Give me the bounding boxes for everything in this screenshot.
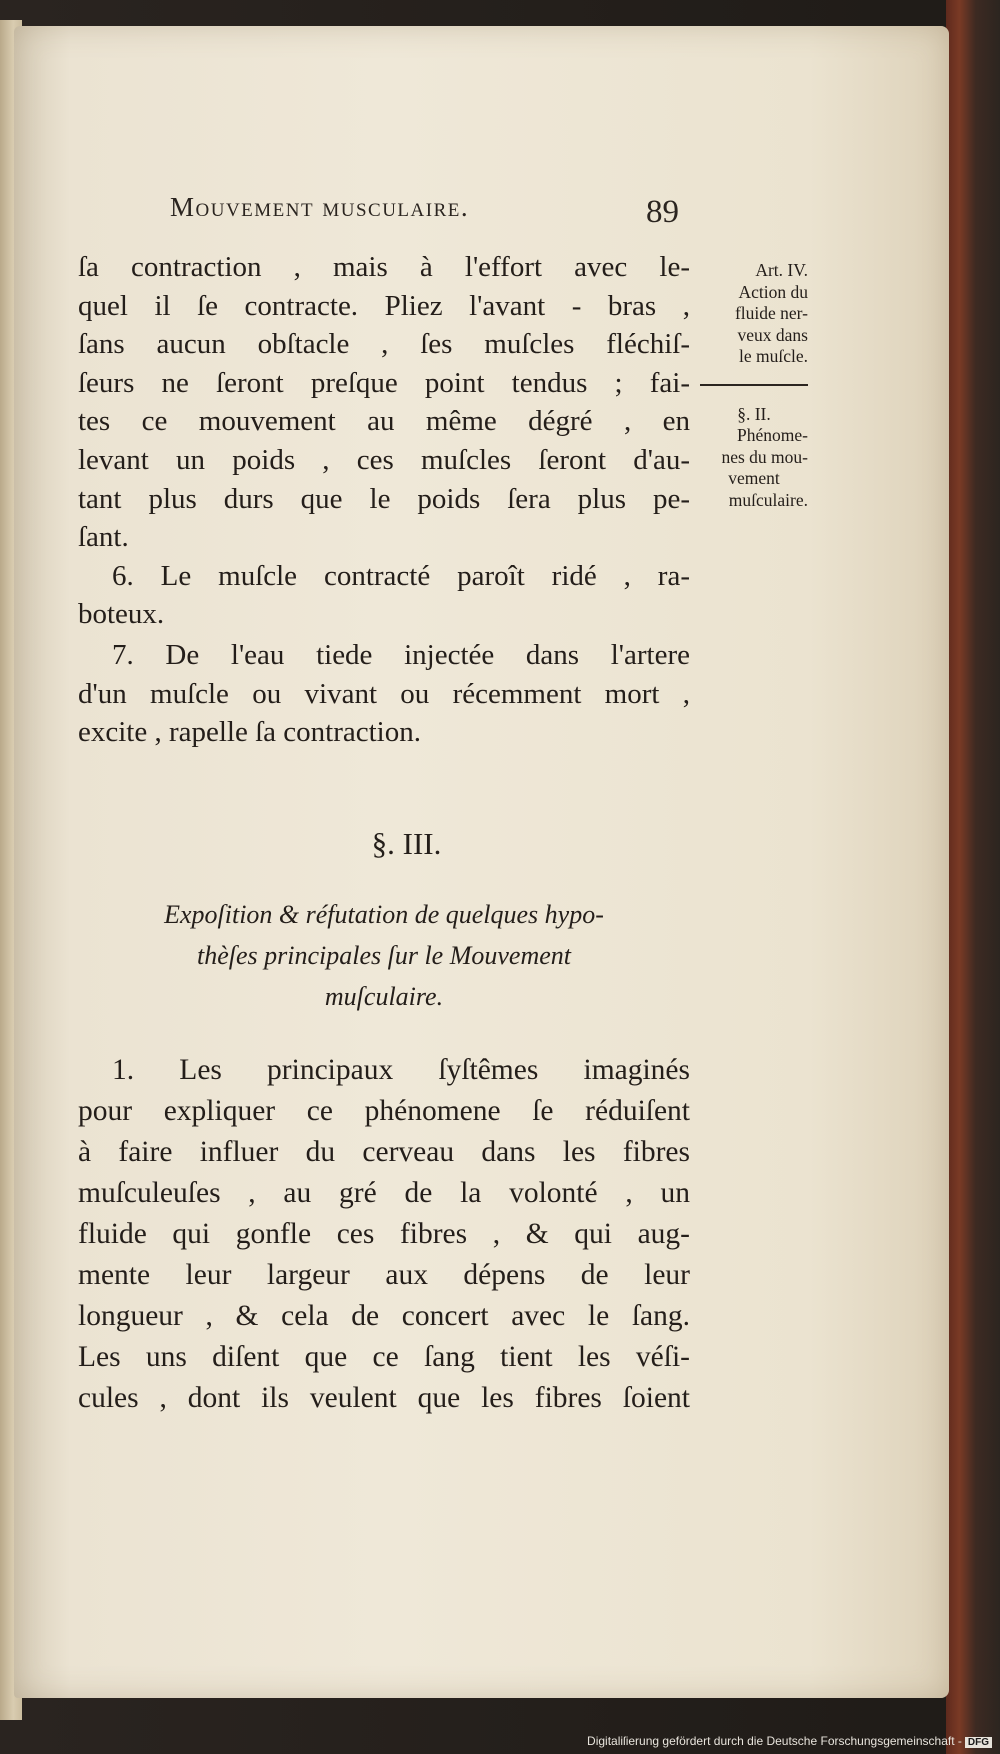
running-head-title: Mouvement musculaire. xyxy=(170,192,470,222)
margin-note-line: muſculaire. xyxy=(728,489,808,510)
margin-note-line: le muſcle. xyxy=(738,346,808,366)
margin-note-line: Action du xyxy=(738,281,808,302)
text-line: 7. De l'eau tiede injectée dans l'artere xyxy=(112,638,690,671)
margin-note-line: nes du mou- xyxy=(721,446,808,467)
margin-note-line: fluide ner- xyxy=(734,303,808,323)
text-line: levant un poids , ces muſcles ſeront d'au- xyxy=(78,443,690,476)
main-text-upper xyxy=(78,248,690,752)
text-line: quel il ſe contracte. Pliez l'avant - bras , xyxy=(78,289,690,322)
text-line: muſculeuſes , au gré de la volonté , un xyxy=(78,1177,690,1209)
section-heading xyxy=(14,826,949,862)
text-line: ſa contraction , mais à l'effort avec le- xyxy=(78,251,690,283)
text-line: longueur , & cela de concert avec le ſang. xyxy=(78,1300,690,1332)
item-1 xyxy=(78,1050,690,1419)
text-line: fluide qui gonfle ces fibres , & qui aug- xyxy=(78,1218,690,1250)
item-6 xyxy=(78,557,690,634)
item-7 xyxy=(78,636,690,752)
book-page xyxy=(14,26,949,1698)
text-line: cules , dont ils veulent que les fibres ſoient xyxy=(78,1382,690,1414)
text-line: 6. Le muſcle contracté paroît ridé , ra- xyxy=(112,559,690,592)
credit-text: Digitaliſierung gefördert durch die Deutsche Forschungsgemeinschaft - xyxy=(587,1734,962,1748)
text-line: Les uns diſent que ce ſang tient les véſi- xyxy=(78,1341,690,1373)
margin-divider xyxy=(700,384,808,386)
page-number: 89 xyxy=(646,194,679,230)
text-line: pour expliquer ce phénomene ſe réduiſent xyxy=(78,1095,690,1127)
text-line: mente leur largeur aux dépens de leur xyxy=(78,1259,690,1291)
dfg-logo: DFG xyxy=(965,1737,992,1748)
text-line: ſans aucun obſtacle , ſes muſcles fléchiſ- xyxy=(78,328,690,361)
margin-section: §. II. xyxy=(737,403,771,424)
text-line: tes ce mouvement au même dégré , en xyxy=(78,405,690,438)
text-line: ſant. xyxy=(78,521,129,554)
margin-article: Art. IV. xyxy=(755,260,808,280)
section-number: §. III. xyxy=(371,826,442,861)
paragraph-continuation xyxy=(78,248,690,557)
margin-note-line: vement xyxy=(728,468,780,488)
margin-note-line: veux dans xyxy=(737,324,808,345)
text-line: d'un muſcle ou vivant ou récemment mort , xyxy=(78,677,690,710)
margin-note-line: Phénome- xyxy=(737,425,808,445)
book-spine xyxy=(946,0,1000,1754)
section-title-line: Expoſition & réfutation de quelques hypo- xyxy=(164,900,604,929)
text-line: 1. Les principaux ſyſtêmes imaginés xyxy=(112,1054,690,1086)
section-title-line: thèſes principales ſur le Mouvement xyxy=(196,941,572,970)
section-title-line: muſculaire. xyxy=(324,982,444,1011)
text-line: ſeurs ne ſeront preſque point tendus ; fai- xyxy=(78,366,690,399)
section-title xyxy=(78,894,690,1017)
text-line: à faire influer du cerveau dans les fibres xyxy=(78,1136,690,1168)
margin-notes xyxy=(700,260,808,511)
text-line: excite , rapelle ſa contraction. xyxy=(78,716,421,749)
text-line: boteux. xyxy=(78,598,165,631)
text-line: tant plus durs que le poids ſera plus pe- xyxy=(78,482,690,515)
digitization-credit xyxy=(587,1734,992,1748)
